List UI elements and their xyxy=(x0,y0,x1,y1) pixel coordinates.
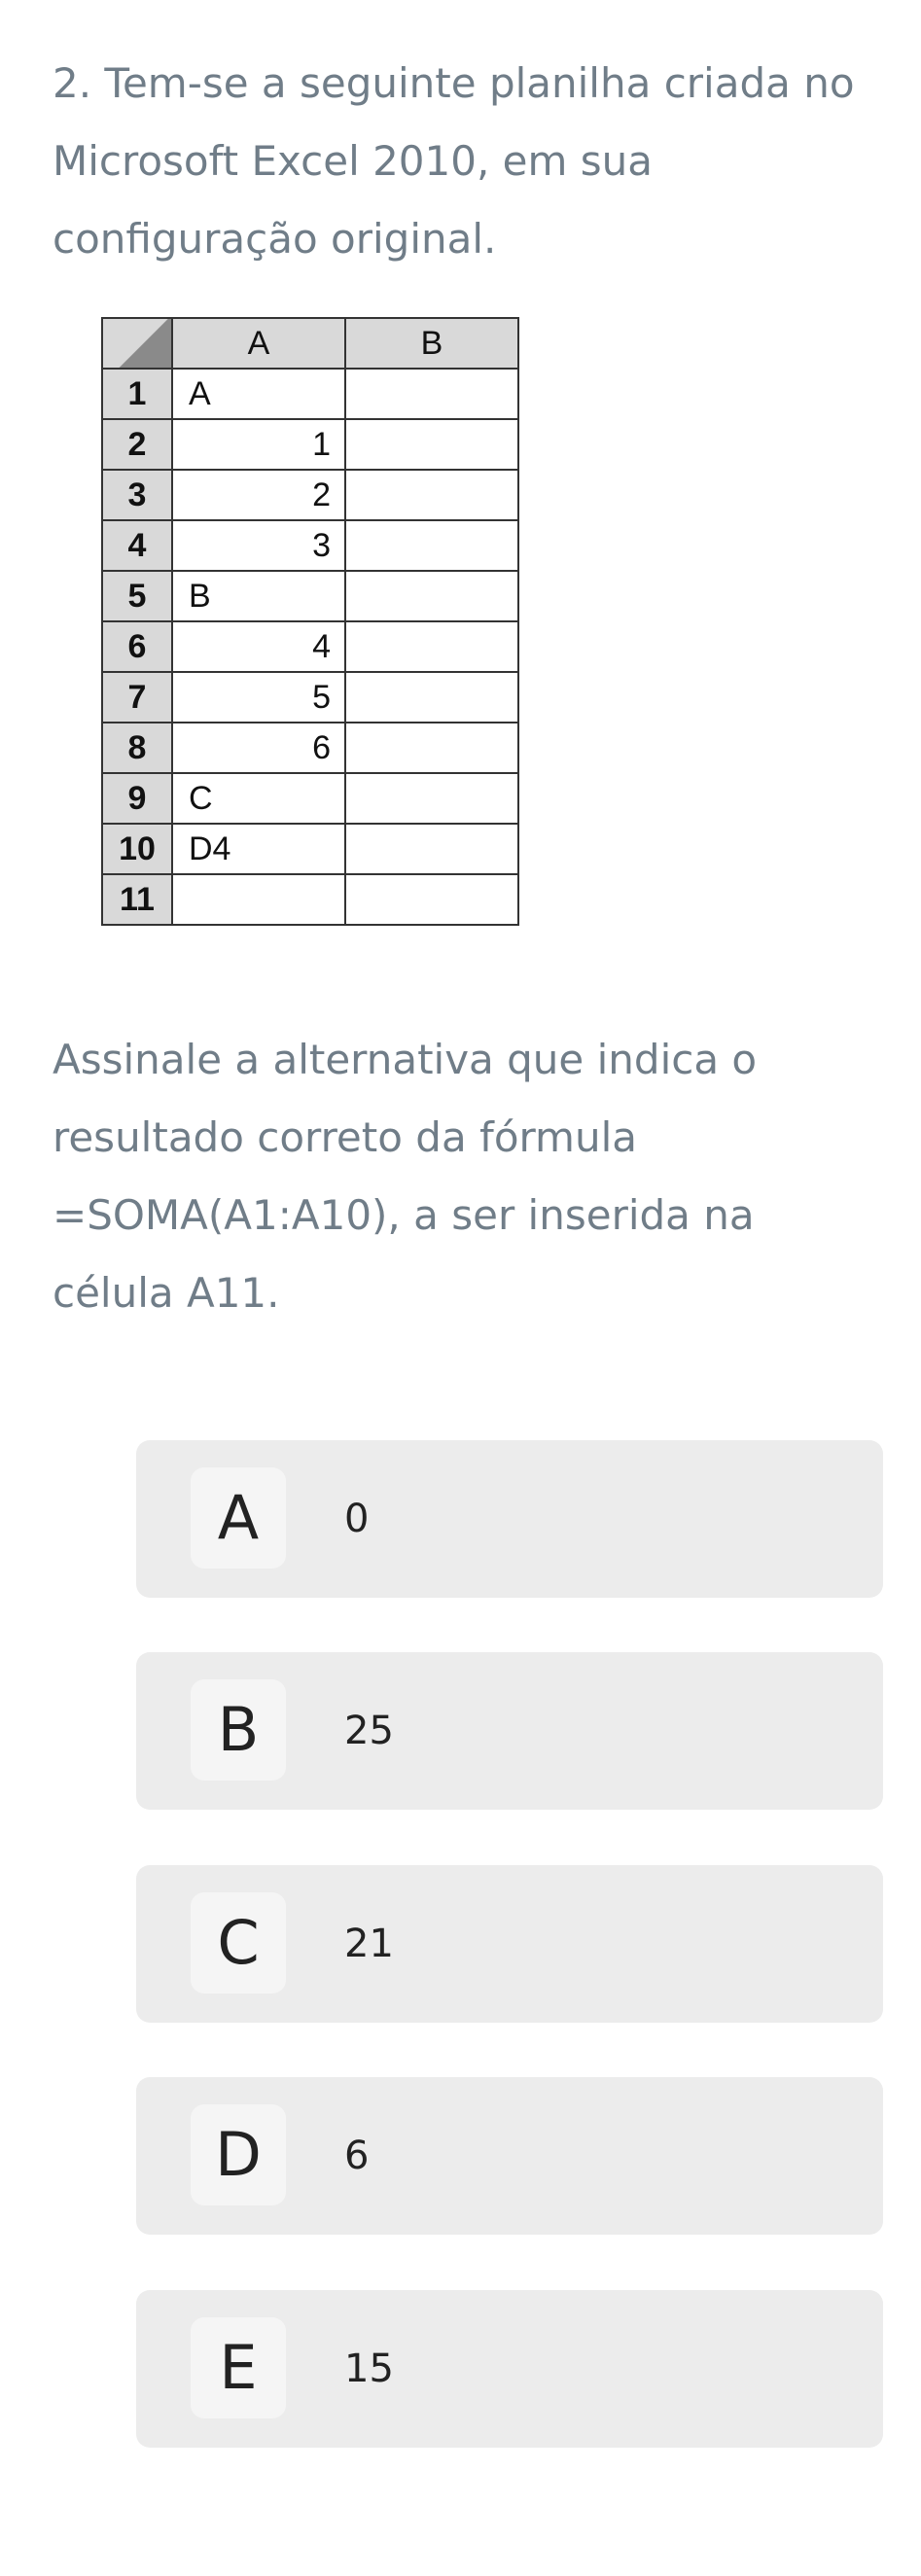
sheet-row xyxy=(102,470,518,520)
cell-b4 xyxy=(345,520,518,571)
sheet-row xyxy=(102,369,518,419)
row-header: 6 xyxy=(102,621,172,672)
cell-b1 xyxy=(345,369,518,419)
spreadsheet-image xyxy=(101,317,519,926)
option-d[interactable] xyxy=(136,2077,883,2235)
row-header: 2 xyxy=(102,419,172,470)
cell-b6 xyxy=(345,621,518,672)
option-letter: E xyxy=(191,2317,286,2418)
cell-a8: 6 xyxy=(172,723,345,773)
option-letter: C xyxy=(191,1892,286,1994)
cell-a3: 2 xyxy=(172,470,345,520)
row-header: 10 xyxy=(102,824,172,874)
sheet-row xyxy=(102,571,518,621)
sheet-row xyxy=(102,723,518,773)
question-prompt: Assinale a alternativa que indica o resultado correto da fórmula =SOMA(A1:A10), a ser inserida na célula A11. xyxy=(53,1036,758,1317)
cell-a7: 5 xyxy=(172,672,345,723)
cell-a4: 3 xyxy=(172,520,345,571)
cell-a2: 1 xyxy=(172,419,345,470)
row-header: 3 xyxy=(102,470,172,520)
cell-a6: 4 xyxy=(172,621,345,672)
option-text: 15 xyxy=(344,2347,394,2391)
cell-b3 xyxy=(345,470,518,520)
row-header: 9 xyxy=(102,773,172,824)
option-c[interactable] xyxy=(136,1865,883,2023)
sheet-row xyxy=(102,773,518,824)
cell-a11 xyxy=(172,874,345,925)
sheet-row xyxy=(102,874,518,925)
option-text: 0 xyxy=(344,1497,370,1541)
option-letter: A xyxy=(191,1467,286,1569)
sheet-body xyxy=(102,369,518,925)
cell-b9 xyxy=(345,773,518,824)
sheet-row xyxy=(102,672,518,723)
cell-a10: D4 xyxy=(172,824,345,874)
row-header: 7 xyxy=(102,672,172,723)
row-header: 8 xyxy=(102,723,172,773)
cell-a1: A xyxy=(172,369,345,419)
question-title: 2. Tem-se a seguinte planilha criada no Microsoft Excel 2010, em sua configuração original. xyxy=(53,59,855,263)
sheet-header-row xyxy=(102,318,518,369)
row-header: 1 xyxy=(102,369,172,419)
option-text: 25 xyxy=(344,1709,394,1753)
cell-a5: B xyxy=(172,571,345,621)
row-header: 5 xyxy=(102,571,172,621)
cell-b7 xyxy=(345,672,518,723)
option-text: 21 xyxy=(344,1922,394,1966)
cell-a9: C xyxy=(172,773,345,824)
select-all-corner xyxy=(102,318,172,369)
sheet-row xyxy=(102,419,518,470)
option-e[interactable] xyxy=(136,2290,883,2448)
column-header-a: A xyxy=(172,318,345,369)
cell-b5 xyxy=(345,571,518,621)
option-text: 6 xyxy=(344,2134,370,2178)
option-b[interactable] xyxy=(136,1652,883,1810)
cell-b11 xyxy=(345,874,518,925)
option-a[interactable] xyxy=(136,1440,883,1598)
sheet-row xyxy=(102,621,518,672)
sheet-row xyxy=(102,824,518,874)
option-letter: D xyxy=(191,2104,286,2205)
sheet-row xyxy=(102,520,518,571)
cell-b8 xyxy=(345,723,518,773)
column-header-b: B xyxy=(345,318,518,369)
cell-b10 xyxy=(345,824,518,874)
row-header: 4 xyxy=(102,520,172,571)
cell-b2 xyxy=(345,419,518,470)
row-header: 11 xyxy=(102,874,172,925)
option-letter: B xyxy=(191,1679,286,1781)
